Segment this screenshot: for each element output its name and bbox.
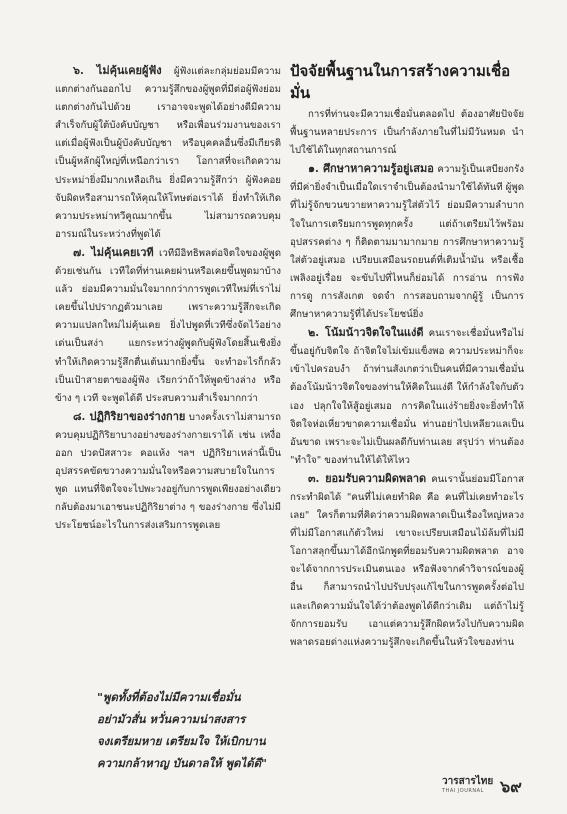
paragraph-8-heading: ๘. ปฏิกิริยาของร่างกาย	[73, 409, 186, 423]
section-intro: การที่ท่านจะมีความเชื่อมั่นตลอดไป ต้องอาศัยปัจจัยพื้นฐานหลายประการ เป็นกำลังภายในที่ไม่มีวันหมด นำไปใช้ได้ในทุกสถานการณ์	[290, 109, 524, 157]
pull-quote-line-3: จงเตรียมหาย เตรียมใจ ให้เบิกบาน	[97, 734, 266, 748]
paragraph-7-heading: ๗. ไม่คุ้นเคยเวที	[73, 245, 154, 259]
paragraph-6-heading: ๖. ไม่คุ้นเคยผู้ฟัง	[73, 64, 162, 77]
factor-2-heading: ๒. โน้มน้าวจิตใจในแง่ดี	[308, 326, 424, 340]
paragraph-6	[55, 62, 281, 244]
left-column	[55, 62, 281, 535]
section-title: ปัจจัยพื้นฐานในการสร้างความเชื่อมั่น	[290, 62, 511, 102]
factor-2-body: คนเราจะเชื่อมั่นหรือไม่ ขึ้นอยู่กับจิตใจ ถ้าจิตใจไม่เข้มแข็งพอ ความประหม่าก็จะเข้าไปครอบงำ ถ้าท่านสังเกตว่าเป็นคนที่มีความเชื่อมั่น ต้องโน้มน้าวจิตใจของท่านให้คิดในแง่ดี ให้กำลังใจกับตัวเอง ปลุกใจให้สู้อยู่เสมอ การคิดในแง่ร้ายยิ่งจะยิ่งทำให้จิตใจห่อเหี่ยวขาดความเชื่อมั่น ท่านอย่าไปเหลียวแลเป็นอันขาด เพราะจะไม่เป็นผลดีกับท่านเลย สรุปว่า ท่านต้อง "ทำใจ" ของท่านให้ได้ให้ไหว	[290, 328, 524, 466]
journal-logo	[442, 776, 494, 800]
pull-quote-line-4: ความกล้าหาญ บันดาลให้ พูดได้ดี"	[97, 756, 267, 770]
factor-1-heading: ๑. ศึกษาหาความรู้อยู่เสมอ	[308, 162, 434, 176]
journal-logo-subtitle: THAI JOURNAL	[442, 788, 484, 794]
paragraph-8	[55, 408, 281, 536]
pull-quote	[97, 686, 287, 774]
factor-3-heading: ๓. ยอมรับความผิดพลาด	[308, 471, 427, 485]
journal-logo-title: วารสารไทย	[442, 776, 494, 787]
factor-1-body: ความรู้เป็นเสบียงกรังที่มีค่ายิ่งจำเป็นเมื่อใดเราจำเป็นต้องนำมาใช้ได้ทันที ผู้พูดที่ไม่รู้จักขวนขวายหาความรู้ใส่ตัวไว้ ย่อมมีความลำบากใจในการเตรียมการพูดทุกครั้ง แต่ถ้าเตรียมไว้พร้อม อุปสรรคต่าง ๆ ก็ติดตามมามากมาย การศึกษาหาความรู้ใส่ตัวอยู่เสมอ เปรียบเสมือนรถยนต์ที่เติมน้ำมัน หรือเชื้อเพลิงอยู่เรื่อย จะขับไปที่ไหนก็ย่อมได้ การอ่าน การฟัง การดู การสังเกต จดจำ การสอบถามจากผู้รู้ เป็นการศึกษาหาความรู้ที่ได้ประโยชน์ยิ่ง	[290, 164, 525, 321]
pull-quote-line-2: อย่ามัวสั่น หวั่นความน่าสงสาร	[97, 712, 246, 726]
paragraph-6-body: ผู้ฟังแต่ละกลุ่มย่อมมีความแตกต่างกันออกไป ความรู้สึกของผู้พูดที่มีต่อผู้ฟังย่อมแตกต่างกันไปด้วย เราอาจจะพูดได้อย่างดีมีความสำเร็จกับผู้ใต้บังคับบัญชา หรือเพื่อนร่วมงานของเรา แต่เมื่อผู้ฟังเป็นผู้บังคับบัญชา หรือบุคคลอื่นซึ่งมีเกียรติ เป็นผู้หลักผู้ใหญ่ที่เหนือกว่าเรา โอกาสที่จะเกิดความประหม่ายิ่งมีมากเหลือเกิน ยิ่งมีความรู้สึกว่า ผู้ฟังคอยจับผิดหรือสามารถให้คุณให้โทษต่อเราได้ ยิ่งทำให้เกิดความประหม่าทวีคูณมากขึ้น ไม่สามารถควบคุมอารมณ์ในระหว่างที่พูดได้	[55, 66, 281, 240]
factor-3	[290, 470, 524, 652]
right-column	[290, 62, 524, 652]
paragraph-7-body: เวทีมีอิทธิพลต่อจิตใจของผู้พูดด้วยเช่นกัน เวทีใดที่ท่านเคยผ่านหรือเคยขึ้นพูดมาบ้างแล้ว ย่อมมีความมั่นใจมากกว่าการพูดเวทีใหม่ที่เราไม่เคยขึ้นไปปรากฏตัวมาเลย เพราะความรู้สึกจะเกิดความแปลกใหม่ไม่คุ้นเคย ยิ่งไปพูดที่เวทีซึ่งจัดไว้อย่างเด่นเป็นสง่า แยกระหว่างผู้พูดกับผู้ฟังโดยสิ้นเชิงยิ่งทำให้เกิดความรู้สึกตื่นเต้นมากยิ่งขึ้น จะทำอะไรก็กลัวเป็นเป้าสายตาของผู้ฟัง เรียกว่าถ้าให้พูดข้างล่าง หรือข้าง ๆ เวที จะพูดได้ดี ประสบความสำเร็จมากกว่า	[55, 247, 281, 404]
factor-1	[290, 160, 524, 324]
pull-quote-line-1: "พูดทั้งที่ต้องไม่มีความเชื่อมั่น	[97, 690, 241, 704]
factor-3-body: คนเรานั้นย่อมมีโอกาสกระทำผิดได้ "คนที่ไม่เคยทำผิด คือ คนที่ไม่เคยทำอะไรเลย" ใครก็ตามที่คิดว่าความผิดพลาดเป็นเรื่องใหญ่หลวงที่ไม่มีโอกาสแก้ตัวใหม่ เขาจะเปรียบเสมือนไม้ล้มที่ไม่มีโอกาสลุกขึ้นมาได้อีกนักพูดที่ยอมรับความผิดพลาด อาจจะได้จากการประเมินตนเอง หรือฟังจากคำวิจารณ์ของผู้อื่น ก็สามารถนำไปปรับปรุงแก้ไขในการพูดครั้งต่อไป และเกิดความมั่นใจได้ว่าต้องพูดได้ดีกว่าเดิม แต่ถ้าไม่รู้จักการยอมรับ เอาแต่ความรู้สึกผิดหวังไปกับความผิดพลาดรอยด่างแห่งความรู้สึกจะเกิดขึ้นในหัวใจของท่าน	[290, 473, 524, 648]
factor-2	[290, 324, 524, 470]
paragraph-8-body: บางครั้งเราไม่สามารถควบคุมปฏิกิริยาบางอย่างของร่างกายเราได้ เช่น เหงื่อออก ปวดปัสสาวะ คอแห้ง ฯลฯ ปฏิกิริยาเหล่านี้เป็นอุปสรรคขัดขวางความมั่นใจหรือความสบายใจในการพูด แทนที่จิตใจจะไปพะวงอยู่กับการพูดเพียงอย่างเดียว กลับต้องมาเอาชนะปฏิกิริยาต่าง ๆ ของร่างกาย ซึ่งไม่มีประโยชน์อะไรในการส่งเสริมการพูดเลย	[55, 411, 281, 532]
paragraph-7	[55, 244, 281, 408]
page-number: ๖๙	[500, 777, 522, 796]
